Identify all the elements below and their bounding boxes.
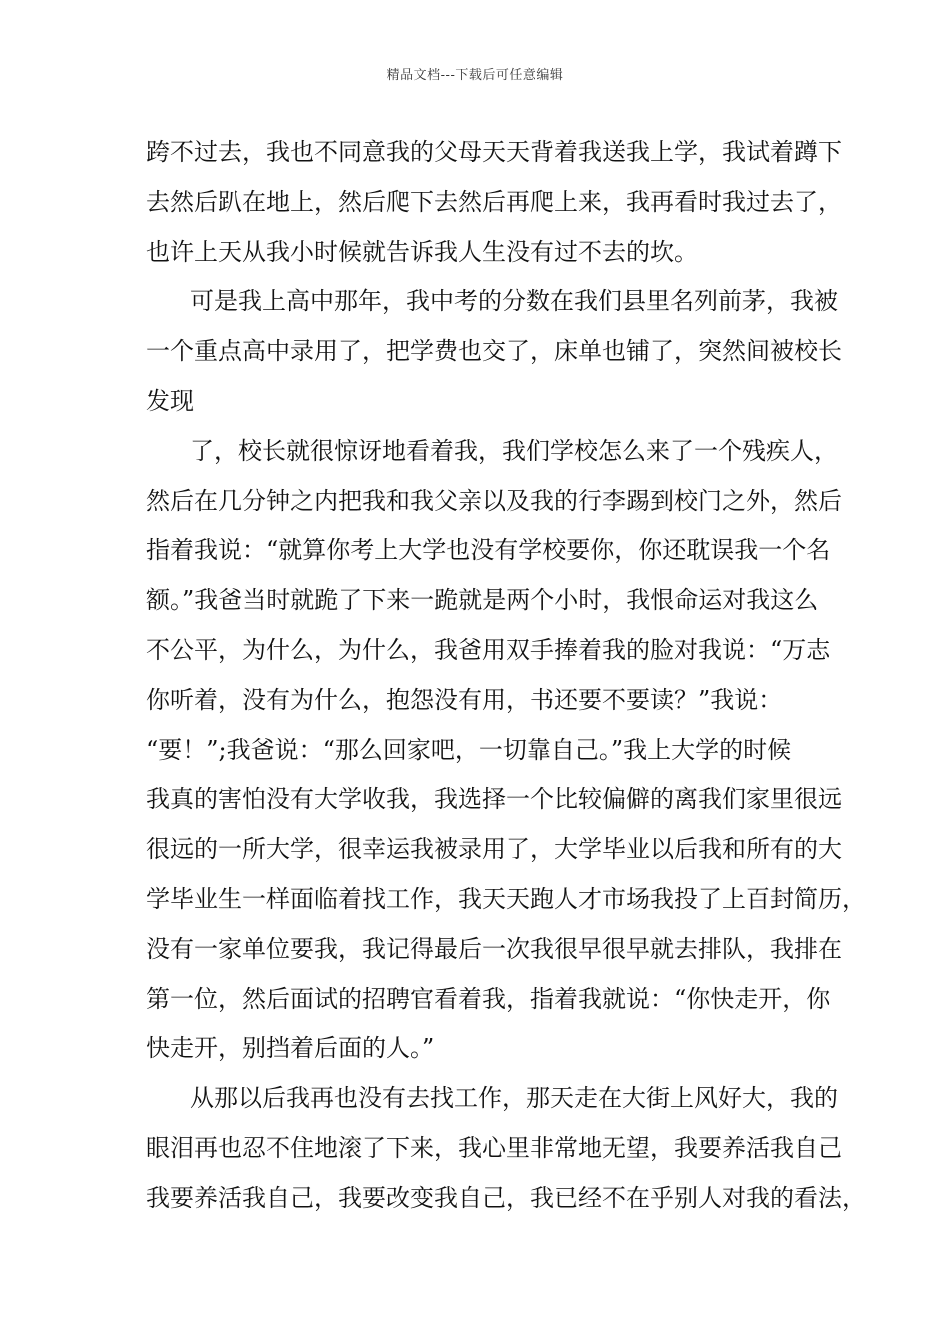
document-body [146, 128, 866, 1224]
text-line: 额。”我爸当时就跪了下来一跪就是两个小时，我恨命运对我这么 [146, 586, 819, 615]
text-line: 从那以后我再也没有去找工作，那天走在大街上风好大，我的 [190, 1084, 838, 1113]
text-line: 很远的一所大学，很幸运我被录用了，大学毕业以后我和所有的大 [146, 835, 842, 864]
text-line: 指着我说：“就算你考上大学也没有学校要你，你还耽误我一个名 [146, 536, 831, 565]
text-line: 眼泪再也忍不住地滚了下来，我心里非常地无望，我要养活我自己 [146, 1133, 842, 1162]
text-line: 一个重点高中录用了，把学费也交了，床单也铺了，突然间被校长 [146, 337, 842, 366]
text-line: “要！”;我爸说：“那么回家吧，一切靠自己。”我上大学的时候 [146, 735, 792, 764]
text-line: 我要养活我自己，我要改变我自己，我已经不在乎别人对我的看法， [146, 1183, 866, 1212]
text-line: 不公平，为什么，为什么，我爸用双手捧着我的脸对我说：“万志 [146, 635, 831, 664]
text-line: 去然后趴在地上，然后爬下去然后再爬上来，我再看时我过去了， [146, 187, 842, 216]
text-line: 跨不过去，我也不同意我的父母天天背着我送我上学，我试着蹲下 [146, 138, 842, 166]
text-line: 可是我上高中那年，我中考的分数在我们县里名列前茅，我被 [190, 287, 838, 316]
text-line: 也许上天从我小时候就告诉我人生没有过不去的坎。 [146, 237, 698, 266]
text-line: 没有一家单位要我，我记得最后一次我很早很早就去排队，我排在 [146, 934, 842, 963]
text-line: 学毕业生一样面临着找工作，我天天跑人才市场我投了上百封简历， [146, 884, 866, 913]
text-line: 快走开，别挡着后面的人。” [146, 1034, 435, 1063]
text-line: 了，校长就很惊讶地看着我，我们学校怎么来了一个残疾人， [190, 436, 838, 465]
text-line: 你听着，没有为什么，抱怨没有用，书还要不要读？”我说： [146, 685, 783, 714]
text-line: 然后在几分钟之内把我和我父亲以及我的行李踢到校门之外，然后 [146, 486, 842, 515]
text-line: 第一位，然后面试的招聘官看着我，指着我就说：“你快走开，你 [146, 984, 831, 1013]
text-line: 发现 [146, 386, 194, 415]
text-line: 我真的害怕没有大学收我，我选择一个比较偏僻的离我们家里很远 [146, 785, 842, 814]
page-header: 精品文档---下载后可任意编辑 [386, 68, 564, 83]
